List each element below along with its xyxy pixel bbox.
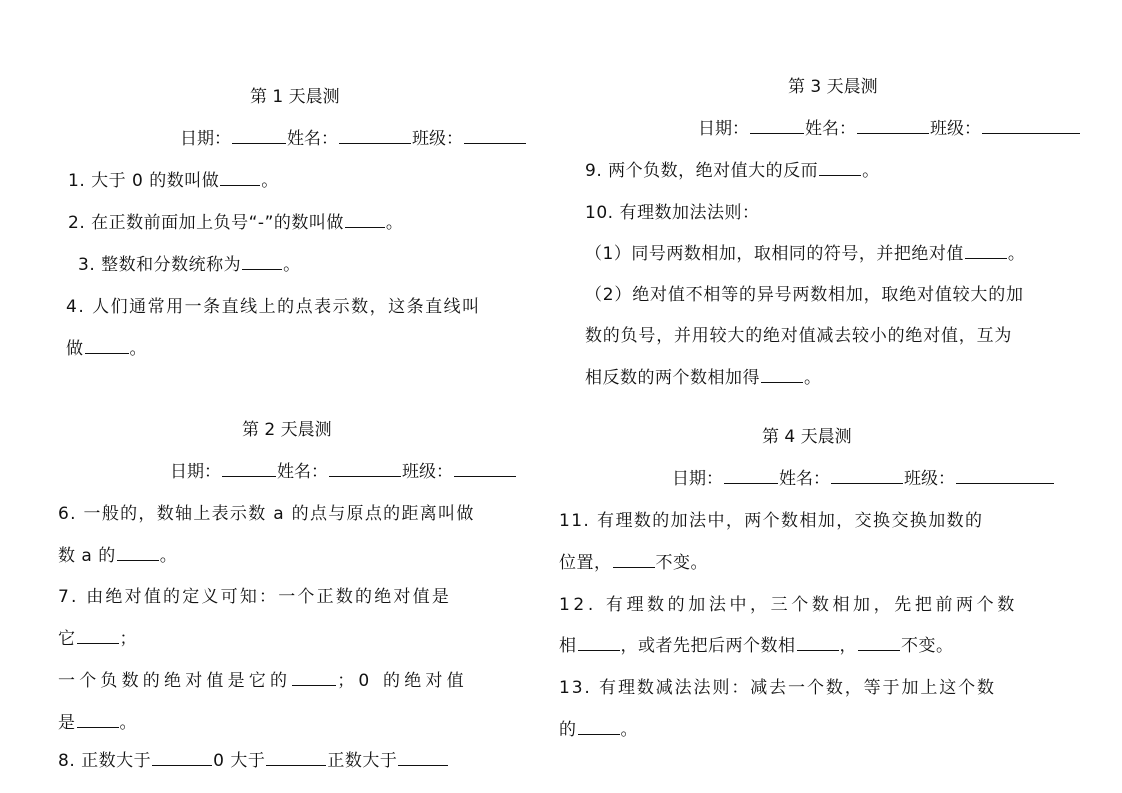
punctuation: 。 [385, 213, 404, 233]
name-blank[interactable] [329, 475, 401, 477]
name-label: 姓名： [779, 469, 830, 489]
question-text: 9. 两个负数，绝对值大的反而 [585, 161, 819, 181]
answer-blank[interactable] [152, 764, 212, 766]
answer-blank[interactable] [819, 174, 861, 176]
question-text: 不变。 [901, 636, 954, 656]
answer-blank[interactable] [578, 733, 620, 735]
date-label: 日期： [180, 129, 231, 149]
question-11-line2 [559, 548, 708, 573]
class-label: 班级： [412, 129, 463, 149]
answer-blank[interactable] [242, 268, 282, 270]
question-10-rule2-line2: 数的负号，并用较大的绝对值减去较小的绝对值，互为 [585, 326, 1013, 346]
day1-info-line [180, 124, 527, 149]
answer-blank[interactable] [345, 226, 385, 228]
name-blank[interactable] [857, 132, 929, 134]
name-blank[interactable] [831, 482, 903, 484]
answer-blank[interactable] [77, 726, 119, 728]
punctuation: 。 [261, 171, 279, 191]
punctuation: 。 [804, 368, 822, 388]
question-8 [58, 746, 449, 771]
punctuation: 。 [1007, 244, 1026, 264]
question-text: 一个负数的绝对值是它的 [58, 671, 292, 691]
question-13-line1: 13. 有理数减法法则：减去一个数，等于加上这个数 [559, 678, 996, 698]
punctuation: 。 [862, 161, 880, 181]
question-text: 的 [559, 720, 577, 740]
question-9 [585, 156, 880, 181]
question-text: 做 [66, 339, 84, 359]
question-text: 1. 大于 0 的数叫做 [68, 171, 220, 191]
punctuation: 。 [159, 546, 178, 566]
answer-blank[interactable] [117, 559, 159, 561]
date-blank[interactable] [750, 132, 804, 134]
answer-blank[interactable] [220, 184, 260, 186]
punctuation: ， [839, 636, 857, 656]
question-text: （1）同号两数相加，取相同的符号，并把绝对值 [585, 244, 964, 264]
question-11-line1: 11. 有理数的加法中，两个数相加，交换交换加数的 [559, 511, 984, 531]
question-2 [68, 208, 403, 233]
answer-blank[interactable] [266, 764, 326, 766]
question-3 [78, 250, 301, 275]
question-text: 0 大于 [213, 751, 266, 771]
class-label: 班级： [930, 119, 981, 139]
class-label: 班级： [904, 469, 955, 489]
name-label: 姓名： [277, 462, 328, 482]
question-text: 是 [58, 713, 76, 733]
day2-title: 第 2 天晨测 [242, 420, 332, 440]
question-10-line1: 10. 有理数加法法则： [585, 203, 760, 223]
answer-blank[interactable] [578, 649, 620, 651]
day2-info-line [170, 457, 517, 482]
date-label: 日期： [672, 469, 723, 489]
question-10-rule2-line1: （2）绝对值不相等的异号两数相加，取绝对值较大的加 [585, 285, 1024, 305]
class-blank[interactable] [982, 132, 1080, 134]
class-blank[interactable] [464, 142, 526, 144]
question-text: ，或者先把后两个数相 [620, 636, 796, 656]
question-1 [68, 166, 279, 191]
question-text: 3. 整数和分数统称为 [78, 255, 242, 275]
question-13-line2 [559, 715, 638, 740]
question-text: 相反数的两个数相加得 [585, 368, 760, 388]
question-text: 位置， [559, 553, 612, 573]
punctuation: 。 [129, 339, 147, 359]
punctuation: ； [119, 629, 137, 649]
answer-blank[interactable] [292, 684, 336, 686]
question-text: 相 [559, 636, 577, 656]
question-7-line4 [58, 708, 137, 733]
date-blank[interactable] [222, 475, 276, 477]
day4-info-line [672, 464, 1055, 489]
class-blank[interactable] [956, 482, 1054, 484]
day3-info-line [698, 114, 1081, 139]
name-label: 姓名： [805, 119, 856, 139]
question-7-line1: 7. 由绝对值的定义可知：一个正数的绝对值是 [58, 587, 452, 607]
question-text: 2. 在正数前面加上负号“-”的数叫做 [68, 213, 344, 233]
answer-blank[interactable] [85, 352, 129, 354]
question-6-line2 [58, 541, 177, 566]
date-blank[interactable] [232, 142, 286, 144]
question-10-rule2-line3 [585, 363, 822, 388]
punctuation: 。 [283, 255, 301, 275]
answer-blank[interactable] [858, 649, 900, 651]
name-blank[interactable] [339, 142, 411, 144]
question-6-line1: 6. 一般的，数轴上表示数 a 的点与原点的距离叫做 [58, 504, 475, 524]
question-text: 它 [58, 629, 76, 649]
punctuation: 。 [620, 720, 638, 740]
date-label: 日期： [698, 119, 749, 139]
date-blank[interactable] [724, 482, 778, 484]
question-12-line2 [559, 631, 954, 656]
question-4-line1: 4. 人们通常用一条直线上的点表示数，这条直线叫 [66, 297, 481, 317]
day3-title: 第 3 天晨测 [788, 77, 878, 97]
class-label: 班级： [402, 462, 453, 482]
punctuation: 。 [119, 713, 137, 733]
question-7-line2 [58, 624, 137, 649]
class-blank[interactable] [454, 475, 516, 477]
date-label: 日期： [170, 462, 221, 482]
question-text: 正数大于 [327, 751, 398, 771]
question-text: 数 a 的 [58, 546, 116, 566]
answer-blank[interactable] [398, 764, 448, 766]
answer-blank[interactable] [77, 642, 119, 644]
question-text: 不变。 [655, 553, 708, 573]
day4-title: 第 4 天晨测 [762, 427, 852, 447]
day1-title: 第 1 天晨测 [250, 87, 340, 107]
name-label: 姓名： [287, 129, 338, 149]
question-12-line1: 12. 有理数的加法中，三个数相加，先把前两个数 [559, 595, 1018, 615]
answer-blank[interactable] [613, 566, 655, 568]
answer-blank[interactable] [761, 381, 803, 383]
question-text: ；0 的绝对值 [337, 671, 468, 691]
question-4-line2 [66, 334, 147, 359]
question-7-line3 [58, 666, 468, 691]
answer-blank[interactable] [965, 257, 1007, 259]
question-text: 8. 正数大于 [58, 751, 152, 771]
answer-blank[interactable] [797, 649, 839, 651]
question-10-rule1 [585, 239, 1025, 264]
